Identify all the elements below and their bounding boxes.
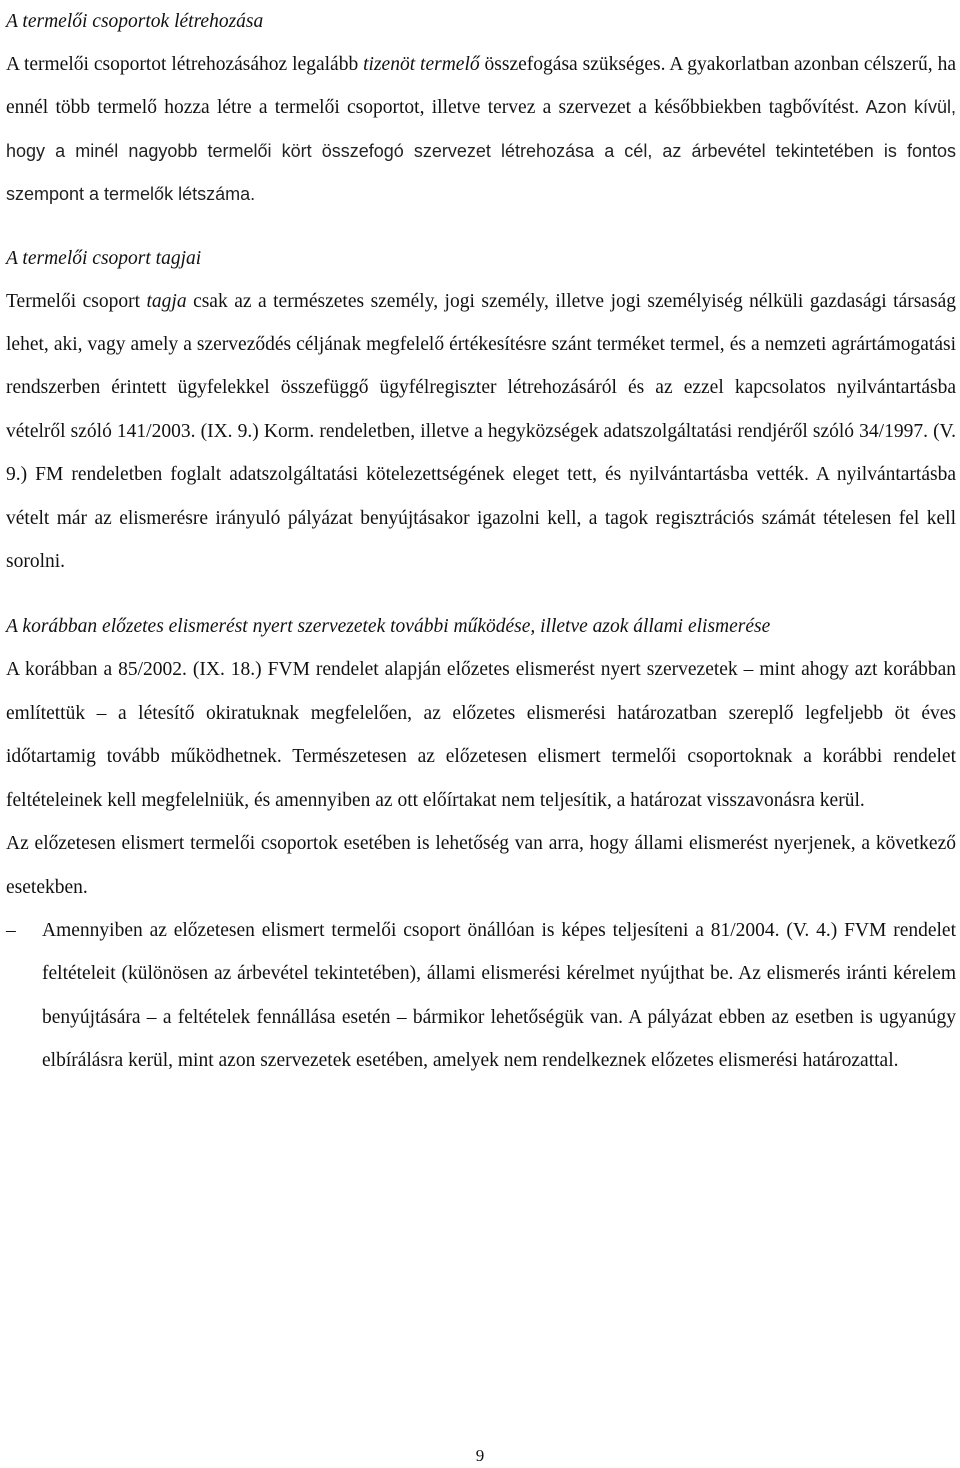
bullet-dash: – [6, 919, 16, 941]
paragraph-creation [6, 43, 956, 217]
section-heading-creation: A termelői csoportok létrehozása [6, 11, 264, 32]
bullet-text: Amennyiben az előzetesen elismert termelői csoport önállóan is képes teljesíteni a 81/2004. (V. 4.) FVM rendelet feltételeit (különösen az árbevétel tekintetében), állami elismerési kérelmet nyújthat be. Az elismerés iránti kérelem benyújtására – a feltételek fennállása esetén – bármikor lehetőségük van. A pályázat ebben az esetben is ugyanúgy elbírálásra kerül, mint azon szervezetek esetében, amelyek nem rendelkeznek előzetes elismerési határozattal. [42, 919, 956, 1072]
text-span: Termelői csoport [6, 290, 147, 312]
spacer [6, 583, 956, 605]
section-heading-members: A termelői csoport tagjai [6, 247, 202, 269]
document-page [6, 0, 956, 1083]
text-span: összefogása szükséges. A gyakorlatban azonban célszerű, ha ennél több termelő hozza létre a termelői csoportot, illetve tervez a szervezet a későbbiekben tagbővítést. [6, 54, 956, 119]
paragraph-members [6, 280, 956, 584]
spacer [6, 217, 956, 237]
bullet-item [6, 909, 956, 1083]
section-heading-previous: A korábban előzetes elismerést nyert szervezetek további működése, illetve azok állami elismerése [6, 616, 771, 638]
sans-text-span: Azon kívül, hogy a minél nagyobb termelői kört összefogó szervezet létrehozása a cél, az árbevétel tekintetében is fontos szempont a termelők létszáma. [6, 97, 956, 205]
text-span: A termelői csoportot létrehozásához legalább [6, 54, 364, 75]
paragraph-previous-1: A korábban a 85/2002. (IX. 18.) FVM rendelet alapján előzetes elismerést nyert szervezetek – mint ahogy azt korábban említettük – a létesítő okiratuknak megfelelően, az előzetes elismerési határozatban szereplő legfeljebb öt éves időtartamig tovább működhetnek. Természetesen az előzetesen elismert termelői csoportoknak a korábbi rendelet feltételeinek kell megfelelniük, és amennyiben az ott előírtakat nem teljesítik, a határozat visszavonásra kerül. [6, 659, 956, 811]
emphasis-span: tagja [146, 290, 187, 312]
paragraph-previous-2: Az előzetesen elismert termelői csoportok esetében is lehetőség van arra, hogy állami elismerést nyerjenek, a következő esetekben. [6, 833, 956, 898]
page-number: 9 [475, 1446, 485, 1465]
emphasis-span: tizenöt termelő [363, 54, 480, 75]
text-span: csak az a természetes személy, jogi személy, illetve jogi személyiség nélküli gazdasági társaság lehet, aki, vagy amely a szerveződés céljának megfelelő értékesítésre szánt terméket termel, és a nemzeti agrártámogatási rendszerben érintett ügyfelekkel összefüggő ügyfélregiszter létrehozásáról és az ezzel kapcsolatos nyilvántartásba vételről szóló 141/2003. (IX. 9.) Korm. rendeletben, illetve a hegyközségek adatszolgáltatási rendjéről szóló 34/1997. (V. 9.) FM rendeletben foglalt adatszolgáltatási kötelezettségének eleget tett, és nyilvántartásba vették. A nyilvántartásba vételt már az elismerésre irányuló pályázat benyújtásakor igazolni kell, a tagok regisztrációs számát tételesen fel kell sorolni. [6, 290, 956, 573]
